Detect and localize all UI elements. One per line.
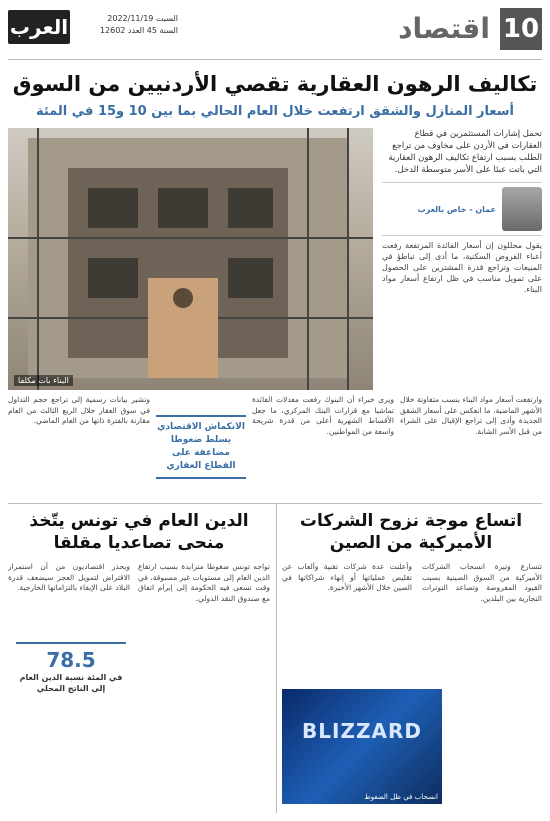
blizzard-logo: BLIZZARD [302,719,422,743]
lower-section [8,503,542,813]
photo-caption: البناء بات مكلفا [14,375,73,386]
newspaper-logo: العرب [8,10,70,44]
main-story-right-column [382,128,542,390]
masthead [8,8,542,60]
issue-meta [78,13,178,37]
tunisia-story-headline: الدين العام في تونس يتّخذ منحى تصاعديا مقلقا [29,511,249,553]
china-story-headline: اتساع موجة نزوح الشركات الأميركية من الصين [299,511,523,553]
main-story-continuation [8,395,542,498]
scaffold-illustration [8,128,373,390]
author-name: عمان - خاص بالعرب [417,204,496,214]
debt-stat-label: في المئة نسبة الدين العام إلى الناتج المحلي [19,673,123,693]
mid-column-2: ويرى خبراء أن البنوك رفعت معدلات الفائدة تماشيا مع قرارات البنك المركزي، ما جعل الأقساط الشهرية أعلى من قدرة شريحة واسعة من المواطنين. [252,395,394,436]
column-divider [276,504,277,813]
mid-column-3: وتشير بيانات رسمية إلى تراجع حجم التداول في سوق العقار خلال الربع الثالث من العام مقارنة بالفترة ذاتها من العام الماضي. [8,395,150,425]
debt-stat-value: 78.5 [46,648,96,672]
mid-column-1: وارتفعت أسعار مواد البناء بنسب متفاوتة خلال الأشهر الماضية، ما انعكس على أسعار الشقق الجديدة وأدى إلى تراجع الإقبال على الشراء من قبل الأسر الشابة. [400,395,542,436]
main-body: يقول محللون إن أسعار الفائدة المرتفعة رفعت أعباء القروض السكنية، ما أدى إلى تباطؤ في المبيعات وتراجع قدرة المشترين على الحصول على تمويل مناسب في ظل ارتفاع أسعار مواد البناء. [382,241,542,294]
page-number: 10 [500,8,542,50]
china-story-body-1: تتسارع وتيرة انسحاب الشركات الأميركية من السوق الصينية بسبب القيود المفروضة وتصاعد التوترات التجارية بين البلدين. [422,562,542,603]
china-story-body-2: وأعلنت عدة شركات تقنية وألعاب عن تقليص عملياتها أو إنهاء شراكاتها في الصين خلال الأشهر الأخيرة. [282,562,412,592]
section-title: اقتصاد [398,12,490,45]
tunisia-story-body-1: تواجه تونس ضغوطا متزايدة بسبب ارتفاع الدين العام إلى مستويات غير مسبوقة، في وقت تسعى فيه الحكومة إلى إبرام اتفاق مع صندوق النقد الدولي. [138,562,270,603]
issue-line: السنة 45 العدد 12602 [99,26,178,35]
logo-box [8,10,178,50]
date-line: السبت 2022/11/19 [107,14,178,23]
main-subhead: أسعار المنازل والشقق ارتفعت خلال العام الحالي بما بين 10 و15 في المئة [35,104,515,119]
main-photo [8,128,373,390]
blizzard-caption: انسحاب في ظل الضغوط [364,793,438,801]
debt-stat-box [16,642,126,694]
blizzard-image [282,689,442,804]
author-avatar [502,187,542,231]
tunisia-story-body-2: ويحذر اقتصاديون من أن استمرار الاقتراض لتمويل العجز سيضعف قدرة البلاد على الإيفاء بالتزاماتها الخارجية. [8,562,130,592]
author-box [382,182,542,236]
main-headline: تكاليف الرهون العقارية تقصي الأردنيين من السوق [12,72,538,96]
main-lead: تحمل إشارات المستثمرين في قطاع العقارات في الأردن على مخاوف من تراجع الطلب بسبب ارتفاع تكاليف الرهون العقارية التي باتت عبئا على الأسر متوسطة الدخل. [388,129,542,175]
pull-quote: الانكماش الاقتصادي يسلط ضغوطا مضاعفة على القطاع العقاري [156,415,246,479]
